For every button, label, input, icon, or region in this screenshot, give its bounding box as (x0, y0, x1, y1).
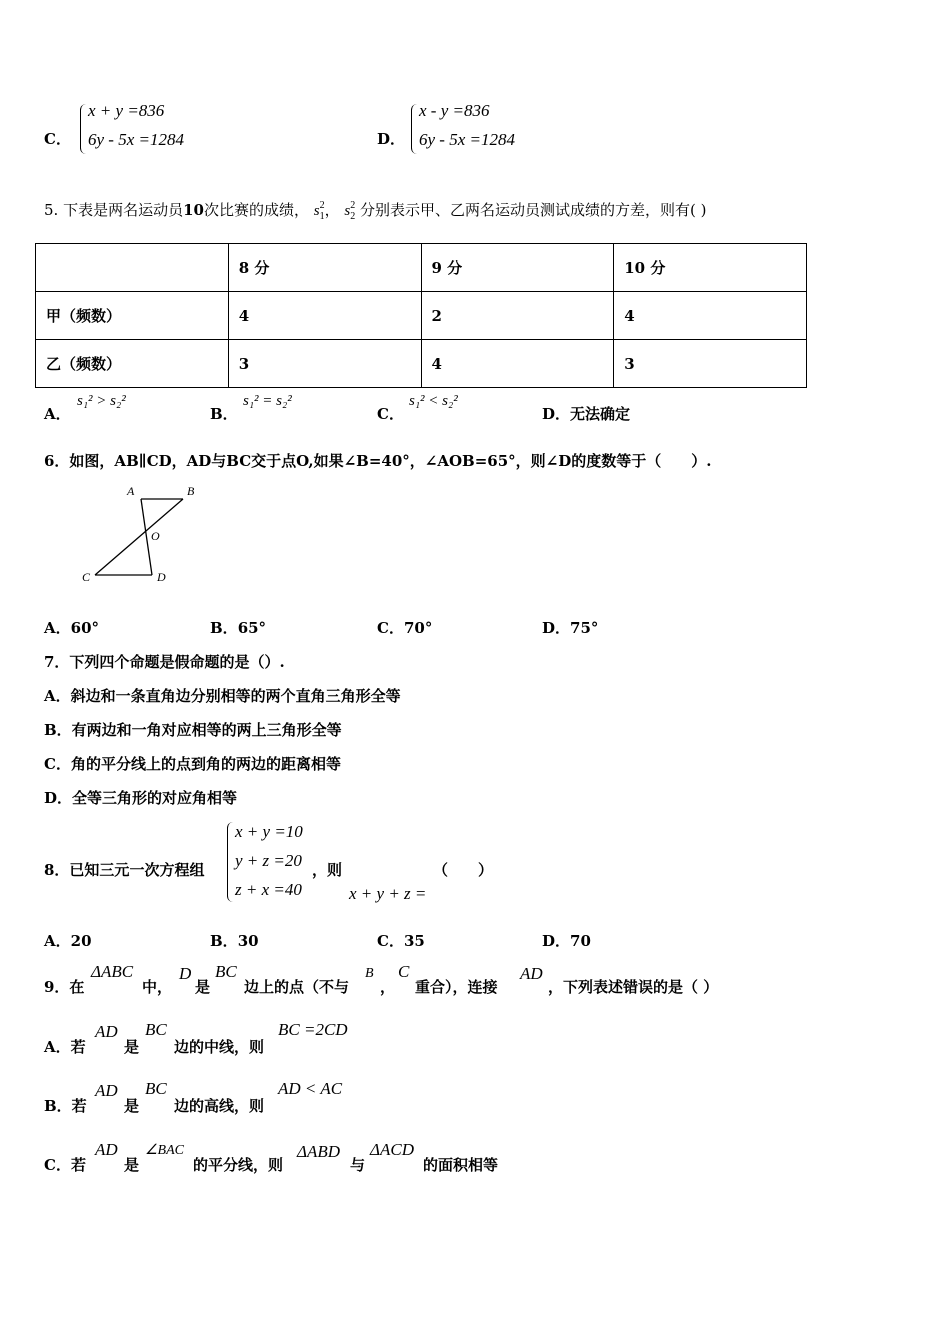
q9-c: C (398, 962, 410, 981)
q5-number: 5. (44, 201, 59, 219)
q5-option-d: D．无法确定 (542, 405, 631, 423)
q9-option-a-mid: 边的中线，则 (174, 1038, 265, 1056)
label-b: B (187, 484, 195, 498)
q5-s2: $s^2_2$ (344, 200, 356, 222)
q4-d-brace (411, 104, 418, 154)
table-cell: 2 (421, 292, 614, 340)
q9-ad: AD (520, 964, 543, 983)
q9-option-b-expr: AD < AC (278, 1079, 343, 1098)
q6-option-d: D．75° (542, 619, 599, 637)
q9-text-3: 边上的点（不与 (244, 978, 350, 996)
q7-option-b: B．有两边和一角对应相等的两上三角形全等 (44, 721, 342, 739)
q9-option-b-ad: AD (95, 1081, 118, 1100)
q4-c-eq1: x + y =836 (88, 101, 165, 120)
table-cell: 甲（频数） (36, 292, 229, 340)
table-cell: 3 (614, 340, 807, 388)
table-cell: 3 (228, 340, 421, 388)
q9-option-a-expr: BC =2CD (278, 1020, 348, 1039)
q9-text-2: 是 (195, 978, 211, 996)
q8-stem: 8．已知三元一次方程组 (44, 861, 205, 879)
q9-triangle: ΔABC (91, 962, 134, 981)
q9-option-b-mid: 边的高线，则 (174, 1097, 265, 1115)
table-header-cell (36, 244, 229, 292)
q5-text-b: 次比赛的成绩， (203, 201, 309, 219)
q9-option-b-is: 是 (124, 1097, 140, 1115)
label-o: O (151, 529, 160, 543)
q8-eq2: y + z =20 (235, 851, 302, 870)
q9-option-c-end: 的面积相等 (423, 1156, 499, 1174)
q9-option-c-tri2: ΔACD (370, 1140, 414, 1159)
q9-number: 9．在 (44, 978, 85, 996)
q7-option-c: C．角的平分线上的点到角的两边的距离相等 (44, 755, 341, 773)
q7-stem: 7．下列四个命题是假命题的是（）. (44, 653, 285, 671)
q9-option-a-ad: AD (95, 1022, 118, 1041)
q5-stem: 5. 下表是两名运动员10次比赛的成绩， $s^2_1$， $s^2_2$ 分别表示甲、乙两名运动员测试成绩的方差，则有( ) (44, 200, 707, 222)
q6-option-b: B．65° (210, 619, 267, 637)
label-a: A (127, 484, 135, 498)
table-cell: 4 (614, 292, 807, 340)
q9-option-c-and: 与 (350, 1156, 366, 1174)
q8-answer-paren: （ ） (433, 861, 494, 879)
q6-geometry-figure (75, 480, 205, 590)
q6-stem: 6．如图，AB∥CD，AD与BC交于点O,如果∠B=40°，∠AOB=65°，则∠D的度数等于（ ）. (44, 452, 712, 470)
q4-c-eq2: 6y - 5x =1284 (88, 130, 184, 149)
q9-option-c-ad: AD (95, 1140, 118, 1159)
q9-d: D (179, 964, 192, 983)
q9-option-b-bc: BC (145, 1079, 167, 1098)
table-header-cell: 8 分 (228, 244, 421, 292)
segment-bc (95, 499, 183, 575)
q4-c-brace (80, 104, 87, 154)
table-header-row (36, 244, 807, 292)
label-c: C (82, 570, 91, 584)
q8-option-a: A．20 (44, 932, 92, 950)
q9-option-a-label: A．若 (44, 1038, 86, 1056)
q5-option-c-expr: s₁² < s₂² (409, 393, 458, 409)
q6-option-a: A．60° (44, 619, 100, 637)
q5-option-b-expr: s₁² = s₂² (243, 393, 292, 409)
q6-option-c: C．70° (377, 619, 433, 637)
q4-option-c-label: C． (44, 130, 71, 148)
q4-d-eq2: 6y - 5x =1284 (419, 130, 515, 149)
q4-option-d-label: D． (377, 130, 406, 148)
q8-then: ，则 (312, 861, 343, 879)
q9-bc: BC (215, 962, 237, 981)
table-cell: 4 (228, 292, 421, 340)
q8-eq3: z + x =40 (235, 880, 302, 899)
q4-d-eq1: x - y =836 (419, 101, 490, 120)
q9-option-a-bc: BC (145, 1020, 167, 1039)
q5-text-a: 下表是两名运动员 (63, 201, 184, 219)
table-header-cell: 10 分 (614, 244, 807, 292)
q8-option-b: B．30 (210, 932, 259, 950)
label-d: D (157, 570, 166, 584)
q8-expr: x + y + z = (349, 884, 427, 903)
q8-option-c: C．35 (377, 932, 425, 950)
q5-option-a: A． (44, 405, 71, 423)
q8-brace (227, 822, 234, 902)
q5-option-a-expr: s₁² > s₂² (77, 393, 126, 409)
q9-comma: ， (380, 978, 396, 996)
table-cell: 4 (421, 340, 614, 388)
q7-option-d: D．全等三角形的对应角相等 (44, 789, 238, 807)
table-header-cell: 9 分 (421, 244, 614, 292)
q5-option-c: C． (377, 405, 404, 423)
q8-eq1: x + y =10 (235, 822, 303, 841)
q5-text-count: 10 (183, 201, 204, 219)
q9-option-c-mid: 的平分线，则 (193, 1156, 284, 1174)
table-cell: 乙（频数） (36, 340, 229, 388)
table-row (36, 340, 807, 388)
q9-option-a-is: 是 (124, 1038, 140, 1056)
q7-option-a: A．斜边和一条直角边分别相等的两个直角三角形全等 (44, 687, 401, 705)
q5-s1: $s^2_1$ (313, 200, 325, 222)
q9-option-c-is: 是 (124, 1156, 140, 1174)
q8-option-d: D．70 (542, 932, 591, 950)
q9-option-c-angle: ∠BAC (145, 1143, 184, 1158)
q5-text-c: 分别表示甲、乙两名运动员测试成绩的方差，则有( ) (360, 201, 707, 219)
q5-score-table (35, 243, 807, 388)
q9-text-1: 中， (142, 978, 173, 996)
q9-text-5: ，下列表述错误的是（ ） (548, 978, 719, 996)
q9-option-c-tri1: ΔABD (297, 1142, 341, 1161)
q5-option-b: B． (210, 405, 238, 423)
table-row (36, 292, 807, 340)
q9-b: B (365, 966, 374, 981)
q9-option-b-label: B．若 (44, 1097, 87, 1115)
q9-text-4: 重合），连接 (415, 978, 498, 996)
q9-option-c-label: C．若 (44, 1156, 86, 1174)
